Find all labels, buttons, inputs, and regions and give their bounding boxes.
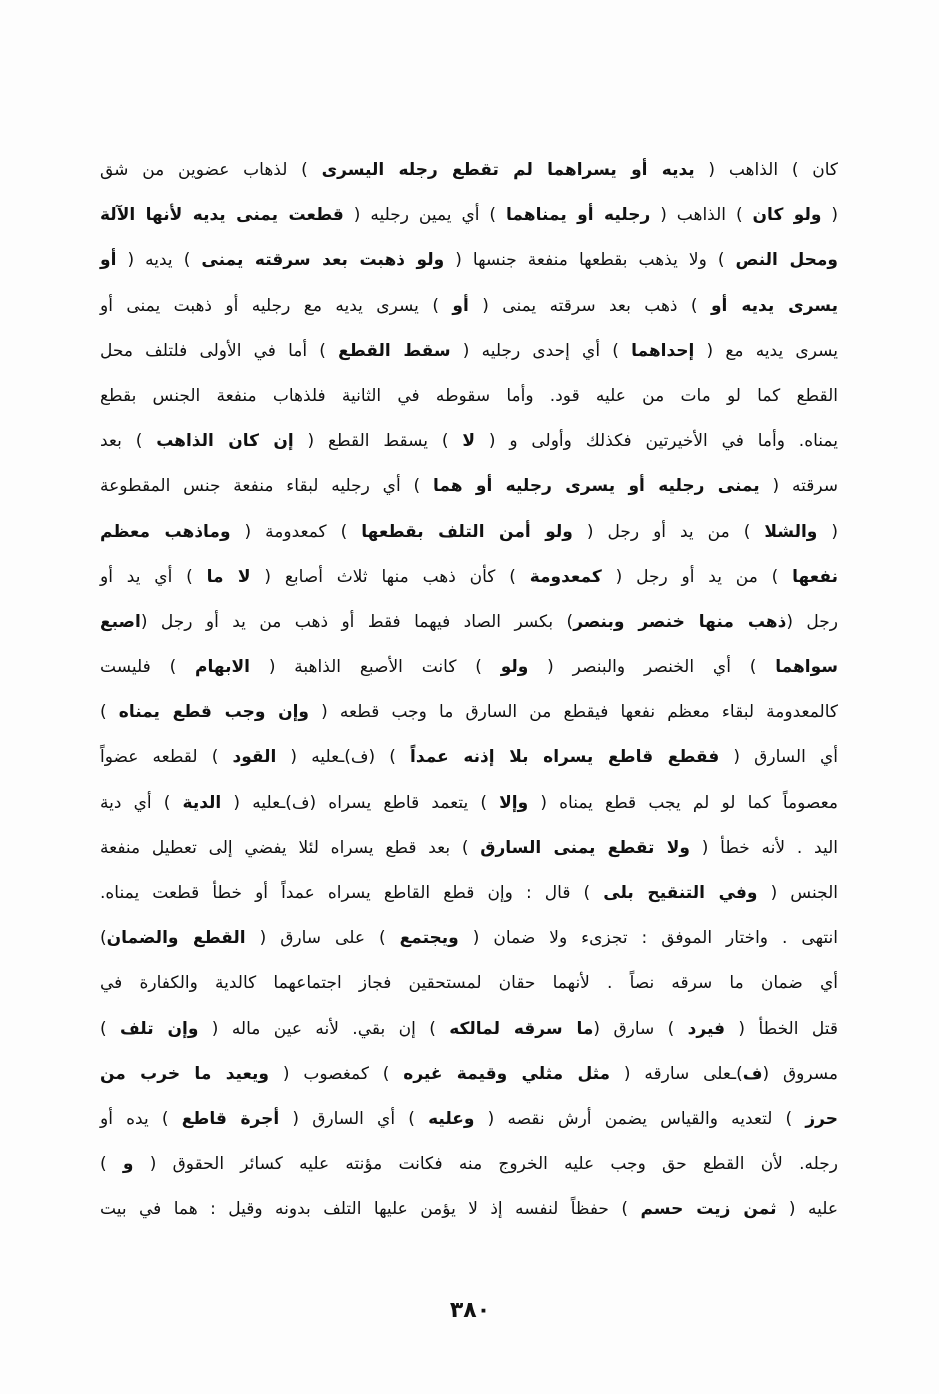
commentary-text: ) كأن ذهب منها ثلاث أصابع ( bbox=[250, 566, 530, 587]
bold-matn-text: سواهما bbox=[775, 657, 839, 678]
commentary-text: ) قال : وإن قطع القاطع يسراه عمداً أو خطأ قطعت يمناه. bbox=[100, 883, 604, 903]
commentary-text: ) أي السارق ( bbox=[279, 1108, 429, 1129]
commentary-text: ) يده أو bbox=[100, 1108, 182, 1129]
bold-matn-text: وعليه bbox=[428, 1108, 475, 1129]
bold-matn-text: نفعها bbox=[792, 566, 838, 587]
text-line bbox=[100, 690, 838, 735]
bold-matn-text: ما سرقه لمالكه bbox=[449, 1018, 594, 1039]
commentary-text: ) ذهب بعد سرقته يمنى ( bbox=[468, 295, 711, 316]
text-line bbox=[100, 916, 838, 961]
commentary-text: ) بكسر الصاد فيهما فقط أو ذهب من يد أو رجل ( bbox=[140, 611, 574, 632]
bold-matn-text: إن كان الذاهب bbox=[156, 431, 294, 452]
commentary-text: انتهى . واختار الموفق : تجزىء ولا ضمان ( bbox=[458, 928, 838, 949]
commentary-text: ) إن بقي. لأنه عين ماله ( bbox=[198, 1018, 450, 1039]
bold-matn-text: ذهب منها خنصر وبنصر bbox=[573, 611, 787, 632]
bold-matn-text: كمعدومة bbox=[529, 566, 602, 587]
text-line bbox=[100, 374, 838, 419]
text-line bbox=[100, 1097, 838, 1142]
bold-matn-text: ثمن زيت حسم bbox=[640, 1199, 777, 1220]
bold-matn-text: ولو ذهبت بعد سرقته يمنى bbox=[201, 250, 445, 271]
bold-matn-text: أجرة قاطع bbox=[181, 1108, 280, 1129]
bold-matn-text: اصبع bbox=[100, 611, 141, 632]
commentary-text: ) من يد أو رجل ( bbox=[572, 521, 765, 542]
commentary-text: ) أي إحدى رجليه ( bbox=[450, 340, 632, 361]
commentary-text: ) bbox=[100, 928, 107, 949]
bold-matn-text: وإن تلف bbox=[120, 1018, 199, 1039]
bold-matn-text: سقط القطع bbox=[338, 340, 451, 361]
text-line bbox=[100, 826, 838, 871]
bold-matn-text: يديه أو يسراهما لم تقطع رجله اليسرى bbox=[321, 160, 695, 180]
commentary-text: ) سارق ( bbox=[593, 1018, 688, 1039]
text-line bbox=[100, 645, 838, 690]
text-line bbox=[100, 419, 838, 464]
commentary-text: ) كمغصوب ( bbox=[269, 1063, 404, 1084]
commentary-text: ) يسرى يديه مع رجليه أو ذهبت يمنى أو bbox=[100, 295, 453, 316]
text-line bbox=[100, 238, 838, 283]
commentary-text: ) أي رجليه لبقاء منفعة جنس المقطوعة bbox=[100, 476, 433, 497]
text-line bbox=[100, 1187, 838, 1232]
commentary-text: ) أي يد أو bbox=[100, 566, 207, 587]
commentary-text: ) يديه ( bbox=[116, 250, 202, 271]
commentary-text: ) لقطعه عضواً bbox=[100, 747, 233, 768]
text-line bbox=[100, 600, 838, 645]
body-text bbox=[100, 148, 838, 1233]
commentary-text: ) على سارق ( bbox=[245, 928, 400, 949]
text-line bbox=[100, 1052, 838, 1097]
bold-matn-text: والشلا bbox=[764, 521, 818, 542]
bold-matn-text: أو bbox=[100, 250, 117, 271]
commentary-text: ) (ف)ـعليه ( bbox=[276, 747, 411, 768]
bold-matn-text: القود bbox=[232, 747, 277, 768]
commentary-text: )ـعلى سارقه ( bbox=[610, 1063, 743, 1084]
commentary-text: الجنس ( bbox=[757, 883, 838, 903]
commentary-text: يمناه. وأما في الأخيرتين فكذلك وأولى و ( bbox=[474, 431, 838, 452]
commentary-text: يسرى يديه مع ( bbox=[694, 340, 838, 361]
commentary-text: ) يتعمد قاطع يسراه (ف)ـعليه ( bbox=[221, 792, 500, 813]
commentary-text: ) أي يمين رجليه ( bbox=[343, 205, 507, 226]
bold-matn-text: وإلا bbox=[499, 792, 529, 813]
bold-matn-text: رجليه أو يمناهما bbox=[506, 205, 651, 226]
text-line bbox=[100, 555, 838, 600]
bold-matn-text: الابهام bbox=[195, 657, 250, 678]
commentary-text: كان ) الذاهب ( bbox=[694, 160, 838, 180]
bold-matn-text: أو bbox=[452, 295, 469, 316]
commentary-text: ) حفظاً لنفسه إذ لا يؤمن عليها التلف بدونه وقيل : هما في بيت bbox=[100, 1199, 641, 1220]
commentary-text: رجل ( bbox=[786, 611, 838, 632]
text-line bbox=[100, 871, 838, 916]
commentary-text: ) كمعدومة ( bbox=[230, 521, 362, 542]
text-line bbox=[100, 193, 838, 238]
bold-matn-text: القطع والضمان bbox=[106, 928, 246, 949]
commentary-text: كالمعدومة لبقاء معظم نفعها فيقطع من السارق ما وجب قطعه ( bbox=[308, 702, 839, 723]
text-line bbox=[100, 329, 838, 374]
commentary-text: اليد . لأنه خطأ ( bbox=[689, 837, 839, 858]
text-line bbox=[100, 464, 838, 509]
bold-matn-text: ولا تقطع يمنى السارق bbox=[480, 837, 690, 858]
commentary-text: القطع كما لو مات من عليه قود. وأما سقوطه في الثانية فلذهاب منفعة الجنس بقطع bbox=[100, 385, 838, 406]
commentary-text: ) أي الخنصر والبنصر ( bbox=[528, 657, 776, 678]
commentary-text: ) bbox=[100, 1154, 123, 1175]
commentary-text: أي السارق ( bbox=[719, 747, 838, 768]
text-line bbox=[100, 1007, 838, 1052]
commentary-text: ) bbox=[100, 702, 119, 723]
commentary-text: ) من يد أو رجل ( bbox=[601, 566, 793, 587]
bold-matn-text: ولو أمن التلف بقطعها bbox=[361, 521, 573, 542]
bold-matn-text: ويجتمع bbox=[399, 928, 459, 949]
bold-matn-text: لا bbox=[462, 431, 475, 452]
bold-matn-text: فقطع قاطع يسراه بلا إذنه عمداً bbox=[410, 747, 720, 768]
text-line bbox=[100, 781, 838, 826]
bold-matn-text: وفي التنقيح بلى bbox=[603, 883, 758, 903]
commentary-text: ) bbox=[100, 1018, 121, 1039]
bold-matn-text: مثل مثلي وقيمة غيره bbox=[403, 1063, 611, 1084]
commentary-text: ) بعد قطع يسراه لئلا يفضي إلى تعطيل منفعة bbox=[100, 837, 481, 858]
bold-matn-text: إحداهما bbox=[631, 340, 695, 361]
commentary-text: ( bbox=[821, 205, 838, 226]
bold-matn-text: يسرى يديه أو bbox=[710, 295, 838, 316]
commentary-text: ) كانت الأصبع الذاهبة ( bbox=[249, 657, 501, 678]
commentary-text: ) أي دية bbox=[100, 792, 183, 813]
commentary-text: ) لذهاب عضوين من شق bbox=[100, 160, 322, 180]
bold-matn-text: وإن وجب قطع يمناه bbox=[118, 702, 309, 723]
commentary-text: مسروق ( bbox=[762, 1063, 839, 1084]
bold-matn-text: لا ما bbox=[206, 566, 251, 587]
bold-matn-text: ولو bbox=[500, 657, 529, 678]
commentary-text: ) ولا يذهب بقطعها منفعة جنسها ( bbox=[444, 250, 736, 271]
page-number: ٣٨٠ bbox=[449, 1298, 491, 1323]
text-line bbox=[100, 510, 838, 555]
bold-matn-text: الدية bbox=[182, 792, 222, 813]
text-line bbox=[100, 284, 838, 329]
commentary-text: ) لتعديه والقياس يضمن أرش نقصه ( bbox=[474, 1108, 806, 1129]
commentary-text: معصوماً كما لو لم يجب قطع يمناه ( bbox=[528, 792, 838, 813]
bold-matn-text: فيرد bbox=[687, 1018, 726, 1039]
text-line bbox=[100, 148, 838, 193]
text-line bbox=[100, 961, 838, 1006]
commentary-text: رجله. لأن القطع حق وجب عليه الخروج منه فكانت مؤنته عليه كسائر الحقوق ( bbox=[133, 1154, 838, 1175]
commentary-text: أي ضمان ما سرقه نصاً . لأنهما حقان لمستحقين فجاز اجتماعهما كالدية والكفارة في bbox=[100, 973, 838, 994]
commentary-text: ( bbox=[817, 521, 838, 542]
bold-matn-text: وماذهب معظم bbox=[100, 521, 231, 542]
text-line bbox=[100, 735, 838, 780]
commentary-text: ) بعد bbox=[100, 431, 157, 452]
commentary-text: ) أما في الأولى فلتلف محل bbox=[100, 340, 339, 361]
bold-matn-text: ويعيد ما خرب من bbox=[100, 1063, 270, 1084]
bold-matn-text: و bbox=[122, 1154, 134, 1175]
bold-matn-text: قطعت يمنى يديه لأنها الآلة bbox=[100, 205, 344, 226]
bold-matn-text: ولو كان bbox=[752, 205, 822, 226]
commentary-text: سرقته ( bbox=[759, 476, 839, 497]
bold-matn-text: ومحل النص bbox=[735, 250, 838, 271]
commentary-text: قتل الخطأ ( bbox=[725, 1018, 838, 1039]
commentary-text: ) يسقط القطع ( bbox=[293, 431, 463, 452]
text-line bbox=[100, 1142, 838, 1187]
bold-matn-text: يمنى رجليه أو يسرى رجليه أو هما bbox=[433, 476, 760, 497]
bold-matn-text: ف bbox=[742, 1063, 763, 1084]
commentary-text: ) الذاهب ( bbox=[650, 205, 753, 226]
bold-matn-text: حرز bbox=[805, 1108, 838, 1129]
commentary-text: عليه ( bbox=[776, 1199, 838, 1220]
commentary-text: ) فليست bbox=[100, 657, 196, 678]
